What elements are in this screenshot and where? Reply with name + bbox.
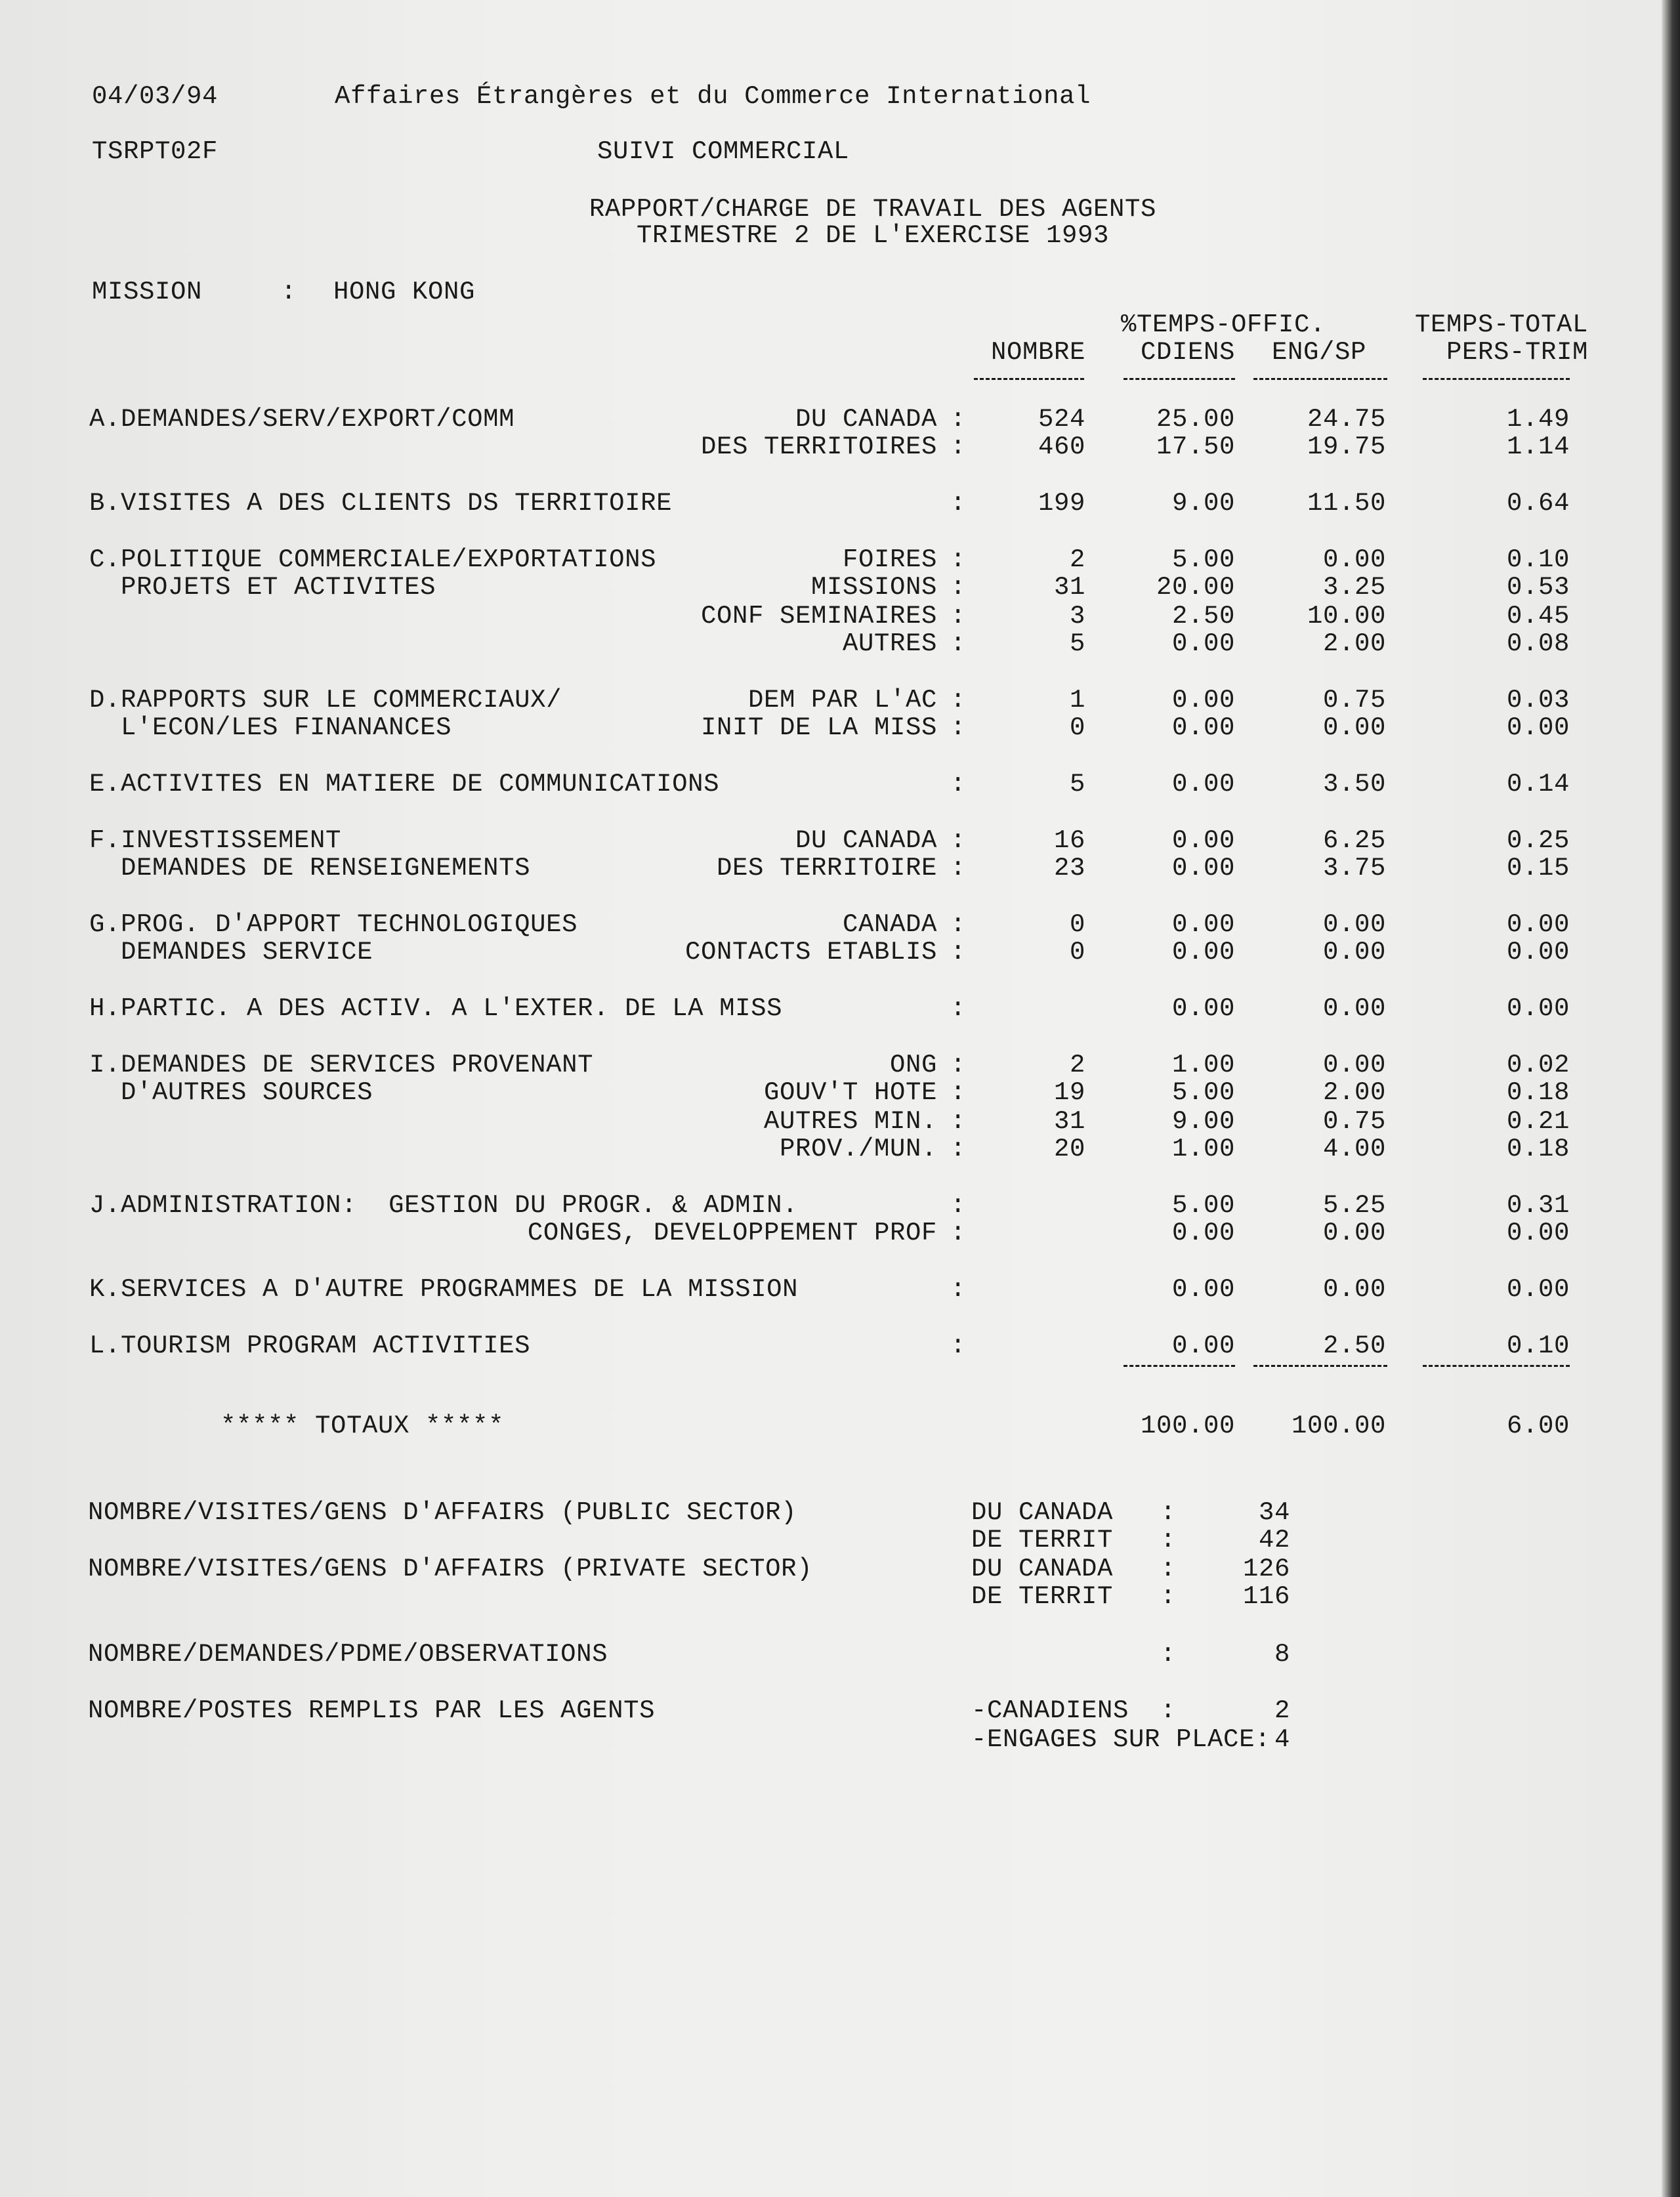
row-sublabel: MISSIONS (810, 573, 937, 602)
summary-colon: : (1160, 1696, 1177, 1725)
row-engsp: 2.00 (1322, 629, 1386, 658)
row-nombre: 524 (1038, 405, 1085, 434)
row-nombre: 16 (1053, 826, 1085, 855)
row-sublabel: CONTACTS ETABLIS (684, 938, 937, 967)
row-sublabel: GOUV'T HOTE (763, 1078, 937, 1107)
row-nombre: 5 (1069, 629, 1085, 658)
row-sublabel: PROV./MUN. (779, 1135, 937, 1163)
row-label: G.PROG. D'APPORT TECHNOLOGIQUES (89, 910, 578, 939)
row-engsp: 6.25 (1322, 826, 1386, 855)
row-nombre: 19 (1053, 1078, 1085, 1107)
totals-cdiens: 100.00 (1140, 1412, 1235, 1440)
row-cdiens: 0.00 (1171, 1219, 1235, 1247)
column-cdiens-header: CDIENS (1140, 338, 1235, 367)
row-colon: : (950, 545, 967, 574)
row-colon: : (950, 573, 967, 602)
mission-label: MISSION (92, 278, 203, 306)
summary-value: 126 (1242, 1555, 1290, 1583)
row-colon: : (950, 1107, 967, 1136)
row-engsp: 24.75 (1307, 405, 1386, 434)
row-sublabel: CONGES, DEVELOPPEMENT PROF (527, 1219, 937, 1247)
summary-value: 34 (1258, 1498, 1290, 1527)
row-cdiens: 5.00 (1171, 1078, 1235, 1107)
row-cdiens: 9.00 (1171, 1107, 1235, 1136)
summary-value: 116 (1242, 1582, 1290, 1611)
header-rule-cdiens (1124, 378, 1235, 380)
row-cdiens: 0.00 (1171, 994, 1235, 1023)
row-nombre: 23 (1053, 854, 1085, 883)
row-cdiens: 9.00 (1171, 489, 1235, 518)
row-label: J.ADMINISTRATION: GESTION DU PROGR. & ADMIN. (89, 1191, 799, 1220)
summary-colon: : (1160, 1555, 1177, 1583)
row-pers-trim: 0.00 (1506, 713, 1570, 742)
row-sublabel: DU CANADA (795, 826, 937, 855)
report-period: TRIMESTRE 2 DE L'EXERCISE 1993 (636, 221, 1110, 250)
summary-value: 42 (1258, 1526, 1290, 1555)
row-cdiens: 0.00 (1171, 770, 1235, 799)
row-colon: : (950, 1051, 967, 1079)
scan-edge (1662, 0, 1680, 2197)
row-cdiens: 20.00 (1156, 573, 1235, 602)
row-nombre: 20 (1053, 1135, 1085, 1163)
row-sublabel: ONG (889, 1051, 937, 1079)
row-pers-trim: 0.03 (1506, 686, 1570, 715)
row-sublabel: DEM PAR L'AC (747, 686, 937, 715)
row-label: I.DEMANDES DE SERVICES PROVENANT (89, 1051, 594, 1079)
row-engsp: 3.25 (1322, 573, 1386, 602)
summary-label: NOMBRE/POSTES REMPLIS PAR LES AGENTS (88, 1696, 656, 1725)
row-colon: : (950, 938, 967, 967)
row-sublabel: CANADA (842, 910, 937, 939)
row-colon: : (950, 432, 967, 461)
row-cdiens: 1.00 (1171, 1135, 1235, 1163)
row-label: A.DEMANDES/SERV/EXPORT/COMM (89, 405, 515, 434)
row-nombre: 31 (1053, 1107, 1085, 1136)
header-rule-pers-trim (1423, 378, 1570, 380)
report-date: 04/03/94 (92, 82, 219, 111)
row-engsp: 5.25 (1322, 1191, 1386, 1220)
row-nombre: 0 (1069, 910, 1085, 939)
summary-value: 4 (1274, 1725, 1290, 1754)
row-pers-trim: 0.21 (1506, 1107, 1570, 1136)
row-engsp: 0.75 (1322, 686, 1386, 715)
row-cdiens: 0.00 (1171, 629, 1235, 658)
summary-colon: : (1160, 1640, 1177, 1669)
row-nombre: 2 (1069, 1051, 1085, 1079)
row-engsp: 0.75 (1322, 1107, 1386, 1136)
row-engsp: 0.00 (1322, 1275, 1386, 1304)
row-label: K.SERVICES A D'AUTRE PROGRAMMES DE LA MISSION (89, 1275, 799, 1304)
row-nombre: 5 (1069, 770, 1085, 799)
row-cdiens: 0.00 (1171, 1331, 1235, 1360)
system-title: SUIVI COMMERCIAL (597, 137, 850, 166)
summary-sublabel: DE TERRIT (971, 1526, 1114, 1555)
row-nombre: 31 (1053, 573, 1085, 602)
row-colon: : (950, 405, 967, 434)
row-nombre: 460 (1038, 432, 1085, 461)
row-colon: : (950, 1331, 967, 1360)
row-nombre: 2 (1069, 545, 1085, 574)
row-colon: : (950, 629, 967, 658)
header-rule-engsp (1253, 378, 1387, 380)
row-colon: : (950, 770, 967, 799)
row-sublabel: INIT DE LA MISS (700, 713, 937, 742)
row-nombre: 1 (1069, 686, 1085, 715)
row-pers-trim: 1.49 (1506, 405, 1570, 434)
row-pers-trim: 0.31 (1506, 1191, 1570, 1220)
row-colon: : (950, 686, 967, 715)
row-engsp: 2.50 (1322, 1331, 1386, 1360)
row-colon: : (950, 994, 967, 1023)
summary-sublabel: DU CANADA (971, 1498, 1114, 1527)
row-cdiens: 5.00 (1171, 1191, 1235, 1220)
row-sublabel: FOIRES (842, 545, 937, 574)
row-engsp: 11.50 (1307, 489, 1386, 518)
row-pers-trim: 1.14 (1506, 432, 1570, 461)
column-group-header: %TEMPS-OFFIC. (1121, 310, 1326, 339)
row-engsp: 2.00 (1322, 1078, 1386, 1107)
row-pers-trim: 0.18 (1506, 1078, 1570, 1107)
row-cdiens: 17.50 (1156, 432, 1235, 461)
row-colon: : (950, 826, 967, 855)
column-total-header: TEMPS-TOTAL (1414, 310, 1588, 339)
row-cdiens: 0.00 (1171, 938, 1235, 967)
row-colon: : (950, 713, 967, 742)
mission-separator: : (281, 278, 297, 306)
row-cdiens: 0.00 (1171, 910, 1235, 939)
row-pers-trim: 0.00 (1506, 994, 1570, 1023)
row-sublabel: AUTRES MIN. (763, 1107, 937, 1136)
row-cdiens: 0.00 (1171, 826, 1235, 855)
row-engsp: 0.00 (1322, 1219, 1386, 1247)
row-pers-trim: 0.02 (1506, 1051, 1570, 1079)
summary-sublabel: -ENGAGES SUR PLACE: (971, 1725, 1271, 1754)
totals-label: ***** TOTAUX ***** (220, 1412, 505, 1440)
summary-label: NOMBRE/DEMANDES/PDME/OBSERVATIONS (88, 1640, 608, 1669)
row-colon: : (950, 1275, 967, 1304)
summary-label: NOMBRE/VISITES/GENS D'AFFAIRS (PUBLIC SECTOR) (88, 1498, 797, 1527)
row-engsp: 0.00 (1322, 938, 1386, 967)
row-engsp: 10.00 (1307, 602, 1386, 631)
column-nombre-header: NOMBRE (990, 338, 1085, 367)
row-colon: : (950, 1078, 967, 1107)
summary-value: 8 (1274, 1640, 1290, 1669)
row-engsp: 4.00 (1322, 1135, 1386, 1163)
summary-label: NOMBRE/VISITES/GENS D'AFFAIRS (PRIVATE SECTOR) (88, 1555, 813, 1583)
column-engsp-header: ENG/SP (1271, 338, 1366, 367)
row-pers-trim: 0.15 (1506, 854, 1570, 883)
row-engsp: 3.75 (1322, 854, 1386, 883)
report-title: RAPPORT/CHARGE DE TRAVAIL DES AGENTS (589, 195, 1157, 224)
row-colon: : (950, 602, 967, 631)
row-cdiens: 1.00 (1171, 1051, 1235, 1079)
row-engsp: 0.00 (1322, 910, 1386, 939)
row-colon: : (950, 1135, 967, 1163)
row-pers-trim: 0.25 (1506, 826, 1570, 855)
row-nombre: 3 (1069, 602, 1085, 631)
department-name: Affaires Étrangères et du Commerce International (335, 82, 1091, 111)
row-label: F.INVESTISSEMENT (89, 826, 342, 855)
summary-colon: : (1160, 1526, 1177, 1555)
header-rule-nombre (974, 378, 1084, 380)
row-pers-trim: 0.00 (1506, 910, 1570, 939)
row-pers-trim: 0.18 (1506, 1135, 1570, 1163)
row-pers-trim: 0.08 (1506, 629, 1570, 658)
row-pers-trim: 0.00 (1506, 1219, 1570, 1247)
row-pers-trim: 0.00 (1506, 938, 1570, 967)
row-label: E.ACTIVITES EN MATIERE DE COMMUNICATIONS (89, 770, 720, 799)
row-engsp: 0.00 (1322, 545, 1386, 574)
row-colon: : (950, 1191, 967, 1220)
row-sublabel: CONF SEMINAIRES (700, 602, 937, 631)
row-cdiens: 2.50 (1171, 602, 1235, 631)
row-sublabel: AUTRES (842, 629, 937, 658)
row-pers-trim: 0.00 (1506, 1275, 1570, 1304)
row-cdiens: 0.00 (1171, 854, 1235, 883)
row-cdiens: 5.00 (1171, 545, 1235, 574)
row-pers-trim: 0.45 (1506, 602, 1570, 631)
row-label: PROJETS ET ACTIVITES (89, 573, 436, 602)
row-label: C.POLITIQUE COMMERCIALE/EXPORTATIONS (89, 545, 657, 574)
column-pers-trim-header: PERS-TRIM (1446, 338, 1588, 367)
row-label: L'ECON/LES FINANANCES (89, 713, 452, 742)
row-engsp: 19.75 (1307, 432, 1386, 461)
row-label: D'AUTRES SOURCES (89, 1078, 373, 1107)
row-colon: : (950, 910, 967, 939)
summary-sublabel: -CANADIENS (971, 1696, 1129, 1725)
row-colon: : (950, 489, 967, 518)
row-label: DEMANDES SERVICE (89, 938, 373, 967)
mission-name: HONG KONG (333, 278, 476, 306)
row-pers-trim: 0.53 (1506, 573, 1570, 602)
row-label: D.RAPPORTS SUR LE COMMERCIAUX/ (89, 686, 562, 715)
totals-rule-engsp (1253, 1365, 1387, 1367)
summary-sublabel: DE TERRIT (971, 1582, 1114, 1611)
totals-rule-cdiens (1124, 1365, 1235, 1367)
row-sublabel: DES TERRITOIRES (700, 432, 937, 461)
row-engsp: 0.00 (1322, 994, 1386, 1023)
row-label: H.PARTIC. A DES ACTIV. A L'EXTER. DE LA MISS (89, 994, 783, 1023)
summary-sublabel: DU CANADA (971, 1555, 1114, 1583)
summary-colon: : (1160, 1582, 1177, 1611)
row-pers-trim: 0.14 (1506, 770, 1570, 799)
row-nombre: 0 (1069, 713, 1085, 742)
row-cdiens: 25.00 (1156, 405, 1235, 434)
totals-rule-pers-trim (1423, 1365, 1570, 1367)
row-sublabel: DU CANADA (795, 405, 937, 434)
row-cdiens: 0.00 (1171, 686, 1235, 715)
row-colon: : (950, 1219, 967, 1247)
totals-pers-trim: 6.00 (1506, 1412, 1570, 1440)
row-engsp: 0.00 (1322, 1051, 1386, 1079)
summary-value: 2 (1274, 1696, 1290, 1725)
row-nombre: 0 (1069, 938, 1085, 967)
summary-colon: : (1160, 1498, 1177, 1527)
report-code: TSRPT02F (92, 137, 219, 166)
row-colon: : (950, 854, 967, 883)
row-pers-trim: 0.10 (1506, 1331, 1570, 1360)
totals-engsp: 100.00 (1291, 1412, 1386, 1440)
row-label: L.TOURISM PROGRAM ACTIVITIES (89, 1331, 531, 1360)
row-nombre: 199 (1038, 489, 1085, 518)
row-pers-trim: 0.10 (1506, 545, 1570, 574)
row-label: DEMANDES DE RENSEIGNEMENTS (89, 854, 531, 883)
row-engsp: 0.00 (1322, 713, 1386, 742)
row-engsp: 3.50 (1322, 770, 1386, 799)
row-label: B.VISITES A DES CLIENTS DS TERRITOIRE (89, 489, 673, 518)
row-sublabel: DES TERRITOIRE (716, 854, 937, 883)
row-cdiens: 0.00 (1171, 713, 1235, 742)
row-cdiens: 0.00 (1171, 1275, 1235, 1304)
row-pers-trim: 0.64 (1506, 489, 1570, 518)
